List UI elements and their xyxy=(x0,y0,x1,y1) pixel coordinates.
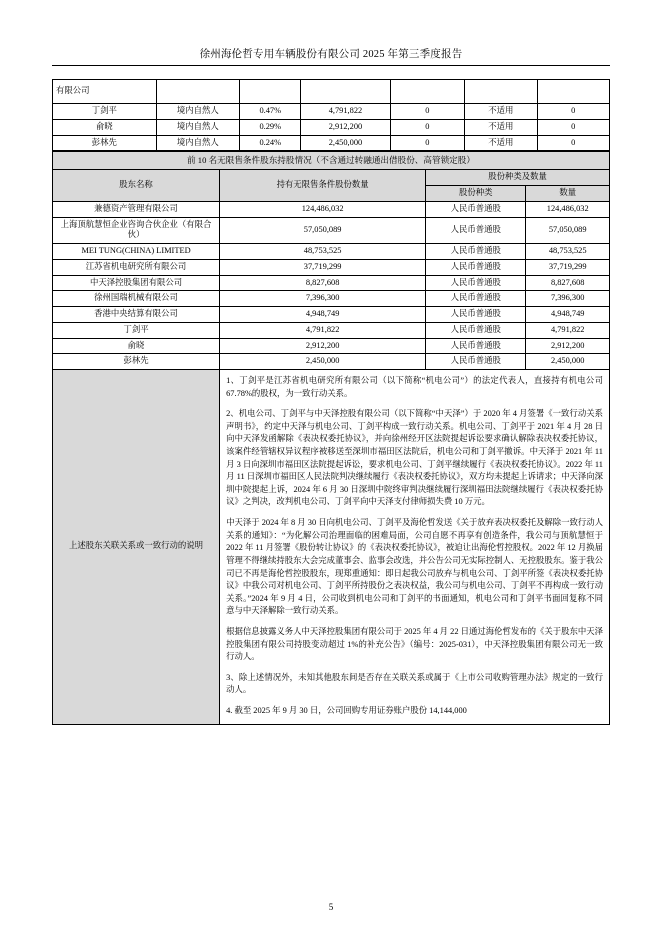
table-header-row xyxy=(53,170,610,186)
cell-shares xyxy=(301,80,390,104)
relation-note-row xyxy=(53,370,610,725)
holder-share-type: 人民币普通股 xyxy=(426,259,526,275)
holder-unrestricted: 8,827,608 xyxy=(220,275,426,291)
header-title: 徐州海伦哲专用车辆股份有限公司 2025 年第三季度报告 xyxy=(199,49,463,60)
cell-pledged: 0 xyxy=(390,119,465,135)
table-row xyxy=(53,259,610,275)
holder-unrestricted: 2,450,000 xyxy=(220,354,426,370)
header-class-count: 数量 xyxy=(526,186,610,202)
header-class-group: 股份种类及数量 xyxy=(426,170,610,186)
cell-status xyxy=(465,80,537,104)
table-row xyxy=(53,322,610,338)
cell-status: 不适用 xyxy=(465,119,537,135)
page-content xyxy=(52,79,610,725)
holder-share-count: 4,948,749 xyxy=(526,307,610,323)
table-row xyxy=(53,217,610,244)
cell-count xyxy=(537,80,609,104)
holder-share-count: 8,827,608 xyxy=(526,275,610,291)
cell-ratio xyxy=(240,80,301,104)
holder-name: 上海顶航慧恒企业咨询合伙企业（有限合伙） xyxy=(53,217,220,244)
cell-ratio: 0.24% xyxy=(240,135,301,151)
table-row xyxy=(53,354,610,370)
holder-name: 江苏省机电研究所有限公司 xyxy=(53,259,220,275)
relation-note-label: 上述股东关联关系或一致行动的说明 xyxy=(53,370,220,725)
holder-unrestricted: 4,948,749 xyxy=(220,307,426,323)
top-shareholders-table xyxy=(52,79,610,151)
holder-share-count: 7,396,300 xyxy=(526,291,610,307)
holder-name: 徐州国瑞机械有限公司 xyxy=(53,291,220,307)
note-paragraph: 2、机电公司、丁剑平与中天泽控股有限公司（以下简称“中天泽”）于 2020 年 4 月签署《一致行动关系声明书》，约定中天泽与机电公司、丁剑平构成一致行动关系。机电公司、丁剑平于 2021 年 4 月 28 日向中天泽发函解除《表决权委托协议》，并向徐州经开区法院提起诉讼要求确认解除表决权委托协议，该案件经管辖权异议程序被移送至深圳市福田区法院后，机电公司和丁剑平撤诉。中天泽于 2021 年 11 月 3 日向深圳市福田区法院提起诉讼，要求机电公司、丁剑平继续履行《表决权委托协议》。2022 年 11 月 11 日深圳市福田区人民法院判决继续履行《表决权委托协议》，双方均未提起上诉请求；中天泽向深圳中院提起上诉，2024 年 6 月 30 日深圳中院终审判决继续履行深圳福田法院继续履行《表决权委托协议》之判决，改判机电公司、丁剑平向中天泽支付律师损失费 10 万元。 xyxy=(226,409,603,507)
header-divider xyxy=(52,65,610,66)
holder-share-type: 人民币普通股 xyxy=(426,291,526,307)
cell-pledged xyxy=(390,80,465,104)
holder-share-count: 37,719,299 xyxy=(526,259,610,275)
cell-ratio: 0.47% xyxy=(240,104,301,120)
holder-name: MEI TUNG(CHINA) LIMITED xyxy=(53,244,220,260)
cell-type: 境内自然人 xyxy=(156,119,240,135)
cell-count: 0 xyxy=(537,104,609,120)
cell-status: 不适用 xyxy=(465,135,537,151)
cell-count: 0 xyxy=(537,119,609,135)
holder-share-count: 57,050,089 xyxy=(526,217,610,244)
holder-share-count: 124,486,032 xyxy=(526,201,610,217)
holder-name: 丁剑平 xyxy=(53,322,220,338)
holder-unrestricted: 48,753,525 xyxy=(220,244,426,260)
note-paragraph: 根据信息披露义务人中天泽控股集团有限公司于 2025 年 4 月 22 日通过海伦哲发布的《关于股东中天泽控股集团有限公司持股变动超过 1%的补充公告》（编号：2025-031），中天泽控股集团有限公司无一致行动人。 xyxy=(226,626,603,662)
page-number: 5 xyxy=(328,902,334,912)
holder-unrestricted: 2,912,200 xyxy=(220,338,426,354)
cell-status: 不适用 xyxy=(465,104,537,120)
holder-unrestricted: 124,486,032 xyxy=(220,201,426,217)
holder-share-type: 人民币普通股 xyxy=(426,307,526,323)
table-row xyxy=(53,338,610,354)
table-row xyxy=(53,104,610,120)
note-paragraph: 3、除上述情况外，未知其他股东间是否存在关联关系或属于《上市公司收购管理办法》规定的一致行动人。 xyxy=(226,672,603,695)
note-paragraph: 4. 截至 2025 年 9 月 30 日，公司回购专用证券账户股份 14,144,000 xyxy=(226,706,467,716)
holder-share-type: 人民币普通股 xyxy=(426,217,526,244)
table-row xyxy=(53,80,610,104)
note-paragraph: 中天泽于 2024 年 8 月 30 日向机电公司、丁剑平及海伦哲发送《关于放弃表决权委托及解除一致行动人关系的通知》：“为化解公司治理面临的困难局面，公司自愿不再享有创造条件，我公司与顶航慧恒于 2022 年 11 月签署《股份转让协议》的《表决权委托协议》，被迫让出海伦哲控股权。2022 年 12 月换届管理不得继续持股东大会完成董事会、监事会改选，并公告公司无实际控制人、无控股股东。鉴于我公司已不再是海伦哲控股股东，现郑重通知：即日起我公司放弃与机电公司、丁剑平所签《表决权委托协议》中我公司对机电公司、丁剑平所持股份之表决权益，我公司与机电公司、丁剑平不再构成一致行动关系。”2024 年 9 月 4 日，公司收到机电公司和丁剑平的书面通知，机电公司和丁剑平书面回复称不同意与中天泽解除一致行动关系。 xyxy=(226,518,603,616)
table-row xyxy=(53,135,610,151)
cell-type xyxy=(156,80,240,104)
holder-share-count: 2,912,200 xyxy=(526,338,610,354)
holder-share-count: 4,791,822 xyxy=(526,322,610,338)
section-title: 前 10 名无限售条件股东持股情况（不含通过转融通出借股份、高管锁定股） xyxy=(53,152,610,170)
holder-share-type: 人民币普通股 xyxy=(426,322,526,338)
holder-name: 兼德资产管理有限公司 xyxy=(53,201,220,217)
section-title-row xyxy=(53,152,610,170)
cell-type: 境内自然人 xyxy=(156,104,240,120)
relation-note-body xyxy=(220,370,610,725)
holder-name: 俞晓 xyxy=(53,338,220,354)
note-paragraph: 1、丁剑平是江苏省机电研究所有限公司（以下简称“机电公司”）的法定代表人，直接持有机电公司 67.78%的股权，为一致行动关系。 xyxy=(226,376,603,398)
holder-share-type: 人民币普通股 xyxy=(426,244,526,260)
holder-share-type: 人民币普通股 xyxy=(426,354,526,370)
cell-count: 0 xyxy=(537,135,609,151)
cell-pledged: 0 xyxy=(390,135,465,151)
table-row xyxy=(53,119,610,135)
table-row xyxy=(53,201,610,217)
cell-pledged: 0 xyxy=(390,104,465,120)
cell-type: 境内自然人 xyxy=(156,135,240,151)
cell-name: 有限公司 xyxy=(53,80,157,104)
holder-share-type: 人民币普通股 xyxy=(426,201,526,217)
cell-shares: 2,912,200 xyxy=(301,119,390,135)
holder-share-count: 48,753,525 xyxy=(526,244,610,260)
holder-unrestricted: 37,719,299 xyxy=(220,259,426,275)
holder-unrestricted: 4,791,822 xyxy=(220,322,426,338)
header-unrestricted: 持有无限售条件股份数量 xyxy=(220,170,426,202)
cell-name: 丁剑平 xyxy=(53,104,157,120)
holder-name: 香港中央结算有限公司 xyxy=(53,307,220,323)
cell-name: 俞晓 xyxy=(53,119,157,135)
table-row xyxy=(53,307,610,323)
cell-ratio: 0.29% xyxy=(240,119,301,135)
table-row xyxy=(53,291,610,307)
holder-share-type: 人民币普通股 xyxy=(426,338,526,354)
holder-unrestricted: 57,050,089 xyxy=(220,217,426,244)
holder-name: 彭林先 xyxy=(53,354,220,370)
page-header xyxy=(0,0,662,61)
header-class-type: 股份种类 xyxy=(426,186,526,202)
holder-name: 中天泽控股集团有限公司 xyxy=(53,275,220,291)
holder-unrestricted: 7,396,300 xyxy=(220,291,426,307)
cell-name: 彭林先 xyxy=(53,135,157,151)
table-row xyxy=(53,275,610,291)
cell-shares: 4,791,822 xyxy=(301,104,390,120)
holder-share-type: 人民币普通股 xyxy=(426,275,526,291)
header-name: 股东名称 xyxy=(53,170,220,202)
table-row xyxy=(53,244,610,260)
unrestricted-holders-table xyxy=(52,151,610,724)
holder-share-count: 2,450,000 xyxy=(526,354,610,370)
cell-shares: 2,450,000 xyxy=(301,135,390,151)
